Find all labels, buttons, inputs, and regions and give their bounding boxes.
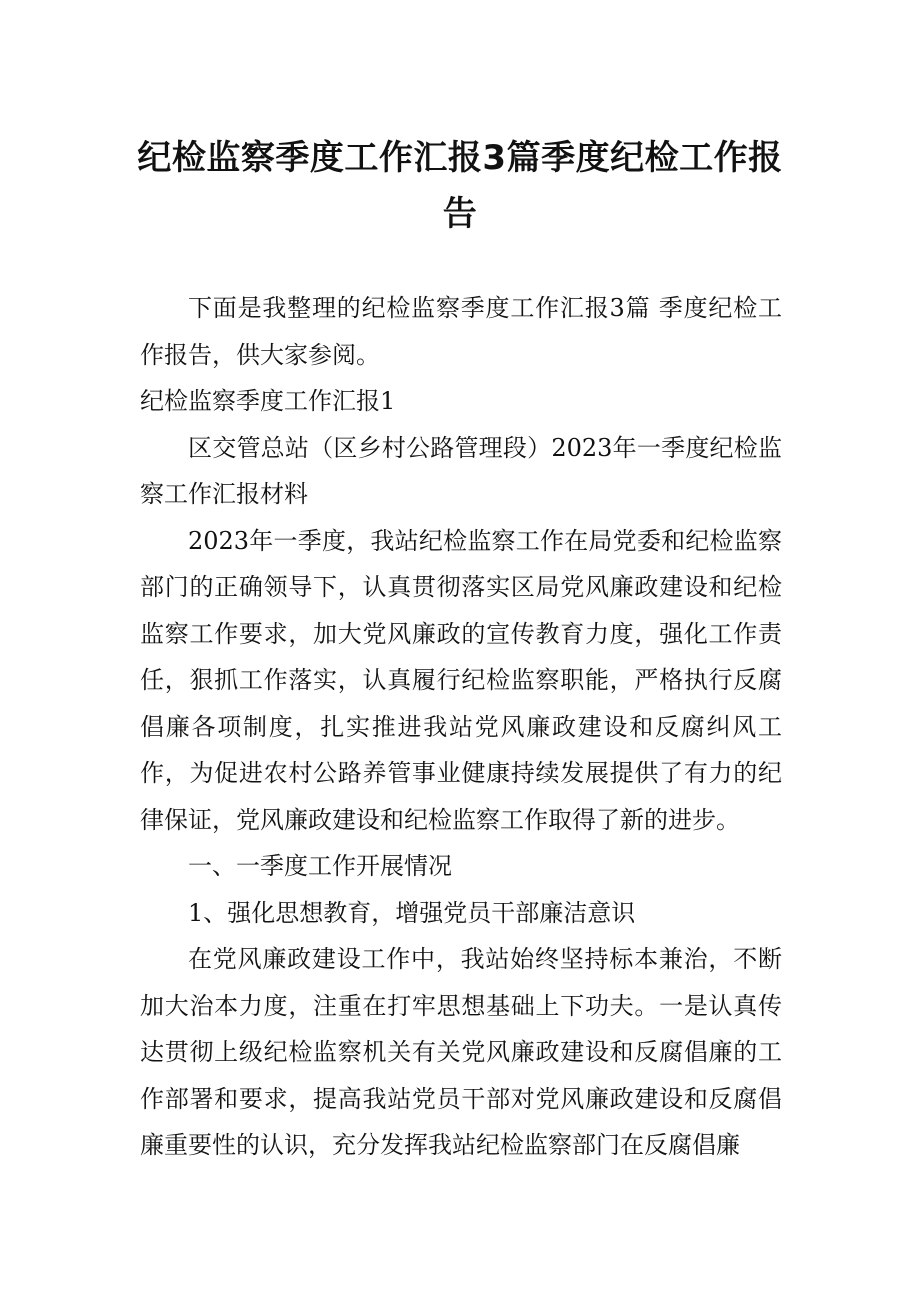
section-heading: 纪检监察季度工作汇报1 [140,387,396,415]
body-paragraph: 2023年一季度，我站纪检监察工作在局党委和纪检监察部门的正确领导下，认真贯彻落实区局党风廉政建设和纪检监察工作要求，加大党风廉政的宣传教育力度，强化工作责任，狠抓工作落实，认真履行纪检监察职能，严格执行反腐倡廉各项制度，扎实推进我站党风廉政建设和反腐纠风工作，为促进农村公路养管事业健康持续发展提供了有力的纪律保证，党风廉政建设和纪检监察工作取得了新的进步。 [140,526,782,834]
intro-paragraph: 下面是我整理的纪检监察季度工作汇报3篇 季度纪检工作报告，供大家参阅。 [140,294,782,369]
document-body [140,285,782,1169]
body-paragraph: 在党风廉政建设工作中，我站始终坚持标本兼治，不断加大治本力度，注重在打牢思想基础上下功夫。一是认真传达贯彻上级纪检监察机关有关党风廉政建设和反腐倡廉的工作部署和要求，提高我站党员干部对党风廉政建设和反腐倡廉重要性的认识，充分发挥我站纪检监察部门在反腐倡廉 [140,945,782,1159]
document-title: 纪检监察季度工作汇报3篇季度纪检工作报告 [137,138,783,234]
section-heading-level1: 一、一季度工作开展情况 [188,852,452,880]
report-subtitle: 区交管总站（区乡村公路管理段）2023年一季度纪检监察工作汇报材料 [140,433,782,508]
section-heading-level2: 1、强化思想教育，增强党员干部廉洁意识 [188,898,636,927]
